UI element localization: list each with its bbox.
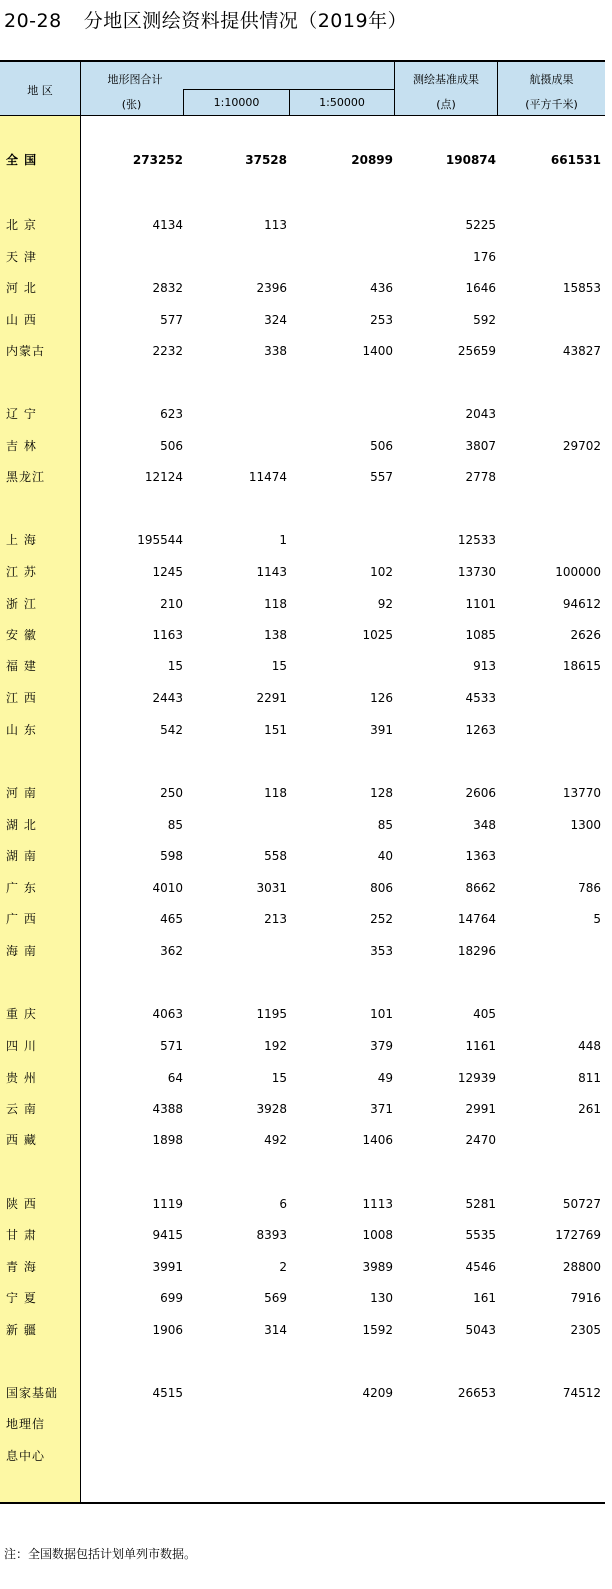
table-title-text: 分地区测绘资料提供情况（2019年） (83, 10, 408, 32)
region-name: 山 西 (6, 313, 37, 327)
region-name: 云 南 (6, 1102, 37, 1116)
region-name: 辽 宁 (6, 407, 37, 421)
cell-s10000: 338 (264, 344, 287, 358)
cell-aerial: 5 (593, 912, 601, 926)
region-name: 西 藏 (6, 1133, 37, 1147)
cell-benchmark: 913 (473, 659, 496, 673)
cell-total: 465 (160, 912, 183, 926)
cell-benchmark: 5043 (465, 1323, 496, 1337)
cell-s10000: 15 (271, 1071, 287, 1085)
cell-total: 362 (160, 944, 183, 958)
table-row (0, 1383, 605, 1403)
cell-benchmark: 2470 (465, 1133, 496, 1147)
cell-benchmark: 2991 (465, 1102, 496, 1116)
cell-total: 542 (160, 723, 183, 737)
cell-s50000: 128 (370, 786, 393, 800)
header-scale-50000: 1:50000 (319, 96, 365, 109)
region-name: 重 庆 (6, 1007, 37, 1021)
cell-total: 4010 (152, 881, 183, 895)
region-name: 安 徽 (6, 628, 37, 642)
cell-total: 577 (160, 313, 183, 327)
cell-aerial: 43827 (562, 344, 601, 358)
cell-benchmark: 25659 (457, 344, 496, 358)
cell-benchmark: 18296 (457, 944, 496, 958)
cell-s10000: 15 (271, 659, 287, 673)
region-name: 地理信 (6, 1417, 46, 1431)
region-name: 广 东 (6, 881, 37, 895)
cell-s50000: 102 (370, 565, 393, 579)
cell-aerial: 2305 (570, 1323, 601, 1337)
cell-s10000: 138 (264, 628, 287, 642)
cell-s10000: 192 (264, 1039, 287, 1053)
cell-aerial: 29702 (562, 439, 601, 453)
cell-s50000: 49 (377, 1071, 393, 1085)
cell-s50000: 101 (370, 1007, 393, 1021)
cell-s10000: 569 (264, 1291, 287, 1305)
table-row (0, 1130, 605, 1150)
table-row (0, 310, 605, 330)
table-row (0, 656, 605, 676)
region-name: 青 海 (6, 1260, 37, 1274)
cell-s10000: 6 (279, 1197, 287, 1211)
table-row (0, 215, 605, 235)
table-row (0, 467, 605, 487)
cell-benchmark: 14764 (457, 912, 496, 926)
cell-benchmark: 1101 (465, 597, 496, 611)
cell-benchmark: 12533 (457, 533, 496, 547)
region-name: 河 北 (6, 281, 37, 295)
cell-s50000: 3989 (362, 1260, 393, 1274)
cell-total: 623 (160, 407, 183, 421)
cell-benchmark: 1161 (465, 1039, 496, 1053)
bottom-border (0, 1502, 605, 1504)
cell-total: 1898 (152, 1133, 183, 1147)
region-name: 新 疆 (6, 1323, 37, 1337)
cell-s50000: 506 (370, 439, 393, 453)
cell-total: 2232 (152, 344, 183, 358)
cell-s50000: 557 (370, 470, 393, 484)
table-row (0, 1004, 605, 1024)
table-row (0, 1194, 605, 1214)
table-row (0, 1288, 605, 1308)
region-name: 湖 南 (6, 849, 37, 863)
cell-s10000: 151 (264, 723, 287, 737)
region-name: 福 建 (6, 659, 37, 673)
cell-s50000: 1592 (362, 1323, 393, 1337)
cell-total: 699 (160, 1291, 183, 1305)
table-row (0, 1068, 605, 1088)
table-row (0, 594, 605, 614)
cell-benchmark: 3807 (465, 439, 496, 453)
header-region: 地 区 (27, 84, 53, 97)
cell-s50000: 4209 (362, 1386, 393, 1400)
cell-s10000: 37528 (245, 153, 287, 167)
cell-benchmark: 12939 (457, 1071, 496, 1085)
cell-s10000: 113 (264, 218, 287, 232)
table-row (0, 625, 605, 645)
cell-s50000: 371 (370, 1102, 393, 1116)
cell-total: 506 (160, 439, 183, 453)
cell-s50000: 379 (370, 1039, 393, 1053)
table-row (0, 783, 605, 803)
cell-total: 4388 (152, 1102, 183, 1116)
header-benchmark: 测绘基准成果 (413, 73, 479, 86)
cell-total: 4134 (152, 218, 183, 232)
cell-benchmark: 2778 (465, 470, 496, 484)
table-row (0, 1036, 605, 1056)
cell-total: 1119 (152, 1197, 183, 1211)
cell-aerial: 811 (578, 1071, 601, 1085)
cell-aerial: 448 (578, 1039, 601, 1053)
table-row (0, 404, 605, 424)
cell-total: 1906 (152, 1323, 183, 1337)
cell-benchmark: 1363 (465, 849, 496, 863)
cell-benchmark: 1263 (465, 723, 496, 737)
cell-benchmark: 13730 (457, 565, 496, 579)
table-row (0, 150, 605, 170)
cell-benchmark: 348 (473, 818, 496, 832)
cell-s50000: 353 (370, 944, 393, 958)
cell-total: 195544 (137, 533, 183, 547)
table-row (0, 1320, 605, 1340)
region-name: 广 西 (6, 912, 37, 926)
cell-aerial: 28800 (562, 1260, 601, 1274)
cell-benchmark: 5225 (465, 218, 496, 232)
cell-benchmark: 592 (473, 313, 496, 327)
cell-aerial: 13770 (562, 786, 601, 800)
cell-s50000: 85 (377, 818, 393, 832)
cell-s10000: 492 (264, 1133, 287, 1147)
table-row (0, 909, 605, 929)
cell-total: 1245 (152, 565, 183, 579)
table-row (0, 815, 605, 835)
table-number: 20-28 (4, 10, 62, 32)
table-row (0, 688, 605, 708)
grid-line (183, 89, 394, 90)
cell-benchmark: 4533 (465, 691, 496, 705)
table-row (0, 720, 605, 740)
cell-aerial: 18615 (562, 659, 601, 673)
cell-s10000: 11474 (248, 470, 287, 484)
cell-s10000: 118 (264, 597, 287, 611)
cell-s50000: 126 (370, 691, 393, 705)
cell-total: 2832 (152, 281, 183, 295)
cell-aerial: 261 (578, 1102, 601, 1116)
cell-benchmark: 161 (473, 1291, 496, 1305)
region-name: 北 京 (6, 218, 37, 232)
cell-s50000: 253 (370, 313, 393, 327)
cell-aerial: 15853 (562, 281, 601, 295)
table-row (0, 1257, 605, 1277)
cell-s10000: 1143 (256, 565, 287, 579)
header-scale-10000: 1:10000 (213, 96, 260, 109)
table-row (0, 878, 605, 898)
cell-total: 250 (160, 786, 183, 800)
region-name: 黑龙江 (6, 470, 46, 484)
cell-s50000: 20899 (351, 153, 393, 167)
table-row (0, 1099, 605, 1119)
cell-s50000: 391 (370, 723, 393, 737)
table-title (4, 6, 604, 33)
cell-s10000: 8393 (256, 1228, 287, 1242)
cell-s50000: 1008 (362, 1228, 393, 1242)
region-name: 陕 西 (6, 1197, 37, 1211)
region-name: 天 津 (6, 250, 37, 264)
cell-aerial: 2626 (570, 628, 601, 642)
region-name: 四 川 (6, 1039, 37, 1053)
header-aerial-unit: (平方千米) (525, 98, 578, 111)
cell-aerial: 7916 (570, 1291, 601, 1305)
header-topo-unit: (张) (121, 98, 142, 111)
cell-s10000: 1 (279, 533, 287, 547)
region-name: 湖 北 (6, 818, 37, 832)
table-row (0, 1414, 605, 1434)
region-name: 河 南 (6, 786, 37, 800)
cell-total: 64 (167, 1071, 183, 1085)
cell-benchmark: 5535 (465, 1228, 496, 1242)
cell-s10000: 3031 (256, 881, 287, 895)
table-row (0, 941, 605, 961)
cell-aerial: 786 (578, 881, 601, 895)
table-row (0, 1225, 605, 1245)
header-benchmark-unit: (点) (436, 98, 456, 111)
cell-benchmark: 2043 (465, 407, 496, 421)
cell-s50000: 436 (370, 281, 393, 295)
cell-benchmark: 190874 (445, 153, 496, 167)
cell-total: 4063 (152, 1007, 183, 1021)
grid-line (497, 62, 498, 116)
cell-total: 9415 (152, 1228, 183, 1242)
cell-s10000: 1195 (256, 1007, 287, 1021)
cell-total: 571 (160, 1039, 183, 1053)
region-name: 江 西 (6, 691, 37, 705)
region-name: 海 南 (6, 944, 37, 958)
cell-s10000: 3928 (256, 1102, 287, 1116)
cell-s10000: 2 (279, 1260, 287, 1274)
cell-s10000: 314 (264, 1323, 287, 1337)
region-name: 国家基础 (6, 1386, 59, 1400)
region-name: 上 海 (6, 533, 37, 547)
region-name: 宁 夏 (6, 1291, 37, 1305)
cell-s50000: 1025 (362, 628, 393, 642)
table-row (0, 247, 605, 267)
cell-s50000: 130 (370, 1291, 393, 1305)
cell-s50000: 1400 (362, 344, 393, 358)
cell-s50000: 1406 (362, 1133, 393, 1147)
cell-total: 15 (167, 659, 183, 673)
cell-benchmark: 176 (473, 250, 496, 264)
cell-aerial: 100000 (555, 565, 601, 579)
cell-s50000: 1113 (362, 1197, 393, 1211)
cell-total: 210 (160, 597, 183, 611)
cell-total: 4515 (152, 1386, 183, 1400)
cell-s10000: 558 (264, 849, 287, 863)
region-name: 贵 州 (6, 1071, 37, 1085)
region-name: 吉 林 (6, 439, 37, 453)
header-aerial: 航摄成果 (529, 73, 574, 86)
cell-total: 3991 (152, 1260, 183, 1274)
region-name: 甘 肃 (6, 1228, 37, 1242)
region-name: 内蒙古 (6, 344, 46, 358)
header-topo-total: 地形图合计 (107, 73, 163, 86)
cell-s10000: 2396 (256, 281, 287, 295)
cell-s50000: 806 (370, 881, 393, 895)
grid-line (183, 89, 184, 116)
cell-s50000: 252 (370, 912, 393, 926)
grid-line (0, 115, 605, 116)
cell-s50000: 40 (377, 849, 393, 863)
region-name: 浙 江 (6, 597, 37, 611)
cell-benchmark: 1085 (465, 628, 496, 642)
grid-line (289, 89, 290, 116)
cell-benchmark: 8662 (465, 881, 496, 895)
cell-total: 12124 (144, 470, 183, 484)
cell-s10000: 324 (264, 313, 287, 327)
cell-s10000: 213 (264, 912, 287, 926)
cell-aerial: 74512 (562, 1386, 601, 1400)
cell-aerial: 172769 (555, 1228, 601, 1242)
region-name: 山 东 (6, 723, 37, 737)
cell-benchmark: 5281 (465, 1197, 496, 1211)
table-row (0, 846, 605, 866)
table-row (0, 436, 605, 456)
grid-line (394, 62, 395, 116)
table-row (0, 562, 605, 582)
cell-benchmark: 405 (473, 1007, 496, 1021)
footnote: 注：全国数据包括计划单列市数据。 (4, 1547, 197, 1561)
cell-aerial: 1300 (570, 818, 601, 832)
region-name: 江 苏 (6, 565, 37, 579)
cell-total: 1163 (152, 628, 183, 642)
cell-s10000: 118 (264, 786, 287, 800)
cell-s10000: 2291 (256, 691, 287, 705)
table-row (0, 341, 605, 361)
cell-aerial: 50727 (562, 1197, 601, 1211)
cell-aerial: 94612 (562, 597, 601, 611)
cell-aerial: 661531 (550, 153, 601, 167)
table-row (0, 530, 605, 550)
cell-total: 598 (160, 849, 183, 863)
cell-benchmark: 26653 (457, 1386, 496, 1400)
cell-benchmark: 2606 (465, 786, 496, 800)
cell-benchmark: 1646 (465, 281, 496, 295)
table-row (0, 1446, 605, 1466)
region-name: 全 国 (6, 153, 38, 167)
region-name: 息中心 (6, 1449, 46, 1463)
cell-benchmark: 4546 (465, 1260, 496, 1274)
cell-total: 273252 (132, 153, 183, 167)
cell-total: 85 (167, 818, 183, 832)
table-row (0, 278, 605, 298)
cell-total: 2443 (152, 691, 183, 705)
cell-s50000: 92 (377, 597, 393, 611)
